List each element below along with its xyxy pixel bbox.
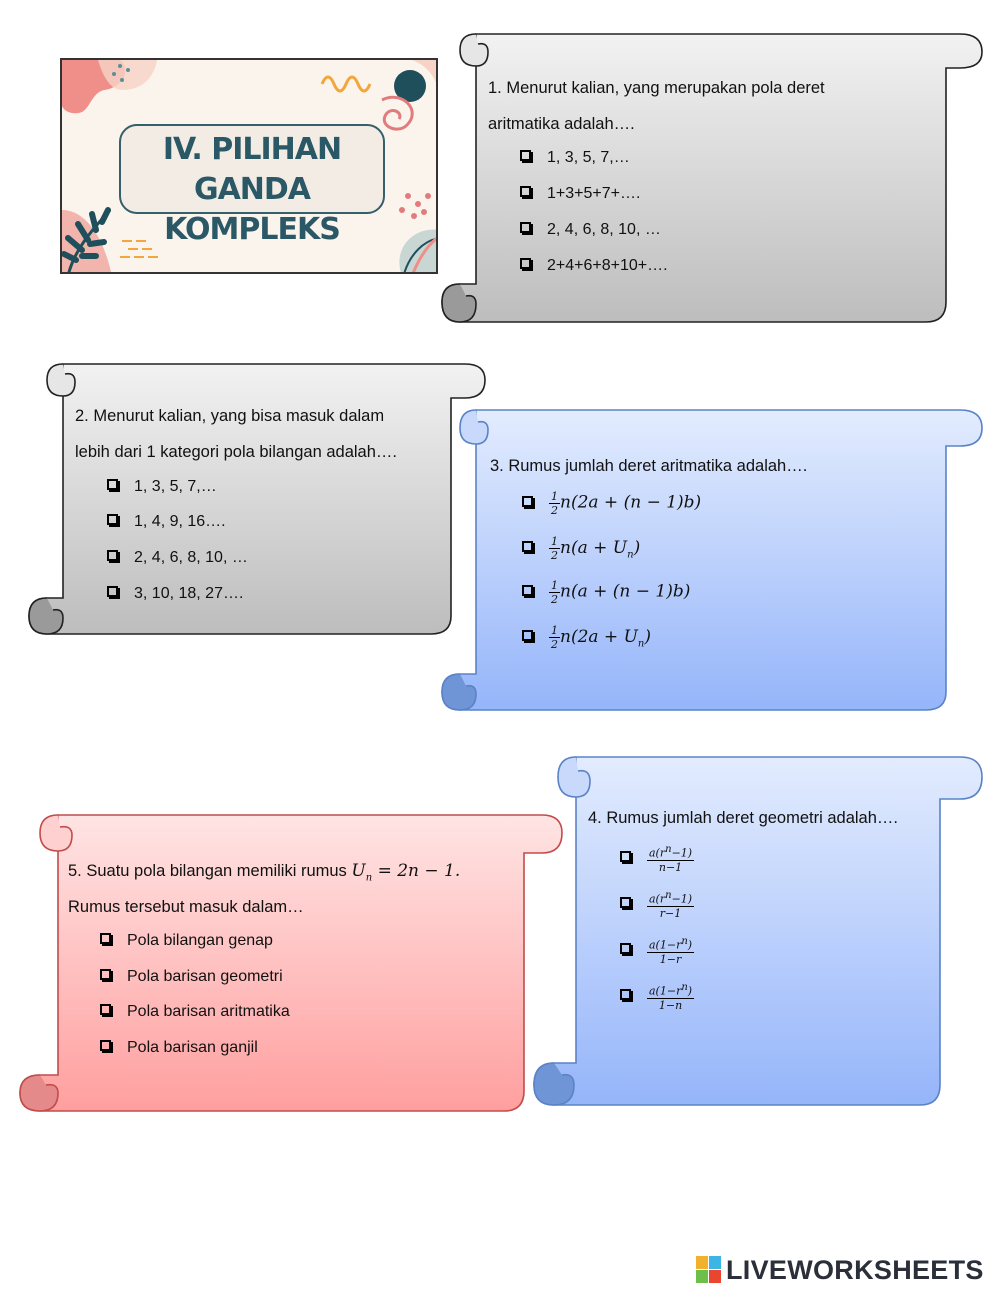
numerator-tail: −1) <box>671 892 693 906</box>
checkbox-icon[interactable] <box>620 943 631 954</box>
question-5-line-1 <box>68 853 518 889</box>
checkbox-icon[interactable] <box>107 586 118 597</box>
question-1-option-1[interactable] <box>520 149 630 167</box>
question-4-option-1[interactable] <box>620 843 694 874</box>
checkbox-icon[interactable] <box>520 258 531 269</box>
question-5-line-2: Rumus tersebut masuk dalam… <box>68 898 304 916</box>
option-label: 1, 3, 5, 7,… <box>134 478 217 495</box>
fraction-denominator: 2 <box>551 593 558 606</box>
question-4-option-4[interactable] <box>620 981 694 1012</box>
question-4-option-3[interactable] <box>620 935 694 966</box>
numerator: a(r <box>649 846 666 860</box>
question-2-option-1[interactable] <box>107 478 217 496</box>
option-label: 3, 10, 18, 27…. <box>134 585 244 602</box>
checkbox-icon[interactable] <box>522 541 533 552</box>
checkbox-icon[interactable] <box>620 989 631 1000</box>
formula-subscript: n <box>637 638 645 650</box>
exponent: n <box>681 936 688 947</box>
fraction-numerator: 1 <box>551 624 558 637</box>
question-2-line-2: lebih dari 1 kategori pola bilangan adalah…. <box>75 443 397 461</box>
question-3-option-3[interactable] <box>522 579 690 606</box>
denominator: n−1 <box>658 860 683 874</box>
question-3-line-1: 3. Rumus jumlah deret aritmatika adalah…. <box>490 457 808 475</box>
option-label: Pola barisan ganjil <box>127 1039 258 1056</box>
numerator: a(1−r <box>649 938 682 952</box>
question-5-option-3[interactable] <box>100 1003 290 1021</box>
question-5-option-1[interactable] <box>100 932 273 950</box>
checkbox-icon[interactable] <box>520 222 531 233</box>
option-label: 1, 4, 9, 16…. <box>134 513 226 530</box>
question-3-option-1[interactable] <box>522 490 701 517</box>
checkbox-icon[interactable] <box>107 514 118 525</box>
checkbox-icon[interactable] <box>520 186 531 197</box>
numerator-tail: −1) <box>671 846 693 860</box>
fraction-denominator: 2 <box>551 638 558 651</box>
title-label <box>119 124 385 247</box>
question-2-option-3[interactable] <box>107 549 248 567</box>
checkbox-icon[interactable] <box>107 479 118 490</box>
question-4-line-1: 4. Rumus jumlah deret geometri adalah…. <box>588 809 898 827</box>
exponent: n <box>665 890 672 901</box>
question-4-option-2[interactable] <box>620 889 694 920</box>
checkbox-icon[interactable] <box>620 851 631 862</box>
formula-tail: = 2n − 1. <box>372 861 461 881</box>
title-line-2: KOMPLEKS <box>164 212 340 247</box>
question-2-option-4[interactable] <box>107 585 243 603</box>
question-1-line-2: aritmatika adalah…. <box>488 115 635 133</box>
question-4-scroll <box>532 755 985 1108</box>
question-1-option-3[interactable] <box>520 221 661 239</box>
exponent: n <box>681 982 688 993</box>
question-2-option-2[interactable] <box>107 513 226 531</box>
option-label: 2, 4, 6, 8, 10, … <box>134 549 248 566</box>
numerator-tail: ) <box>687 984 693 998</box>
option-label: Pola barisan geometri <box>127 968 283 985</box>
checkbox-icon[interactable] <box>100 1040 111 1051</box>
checkbox-icon[interactable] <box>100 1004 111 1015</box>
fraction-numerator: 1 <box>551 579 558 592</box>
question-1-option-4[interactable] <box>520 257 668 275</box>
question-3-option-2[interactable] <box>522 535 640 562</box>
numerator: a(r <box>649 892 666 906</box>
formula: n(a + (n − 1)b) <box>560 581 691 602</box>
numerator-tail: ) <box>687 938 693 952</box>
formula: U <box>351 861 366 881</box>
formula: n(2a + U <box>560 626 638 647</box>
checkbox-icon[interactable] <box>522 496 533 507</box>
option-label: 1, 3, 5, 7,… <box>547 149 630 166</box>
formula: n(a + U <box>560 537 628 558</box>
question-5-text: 5. Suatu pola bilangan memiliki rumus <box>68 862 352 880</box>
option-label: 2+4+6+8+10+…. <box>547 257 668 274</box>
question-5-option-4[interactable] <box>100 1039 258 1057</box>
option-label: 2, 4, 6, 8, 10, … <box>547 221 661 238</box>
logo-icon <box>696 1256 722 1284</box>
formula-subscript: n <box>365 872 373 884</box>
question-2-line-1: 2. Menurut kalian, yang bisa masuk dalam <box>75 407 385 425</box>
checkbox-icon[interactable] <box>100 933 111 944</box>
checkbox-icon[interactable] <box>522 630 533 641</box>
checkbox-icon[interactable] <box>100 969 111 980</box>
question-3-option-4[interactable] <box>522 624 651 651</box>
question-3-scroll <box>440 408 985 714</box>
checkbox-icon[interactable] <box>520 150 531 161</box>
formula-subscript: n <box>627 549 634 561</box>
checkbox-icon[interactable] <box>522 585 533 596</box>
denominator: 1−n <box>658 998 683 1012</box>
formula-tail: ) <box>633 537 641 558</box>
fraction-denominator: 2 <box>551 504 558 517</box>
exponent: n <box>665 844 672 855</box>
denominator: 1−r <box>659 952 682 966</box>
question-1-option-2[interactable] <box>520 185 640 203</box>
question-2-scroll <box>27 362 489 638</box>
fraction-denominator: 2 <box>551 549 558 562</box>
question-1-scroll <box>440 32 985 324</box>
numerator: a(1−r <box>649 984 682 998</box>
denominator: r−1 <box>659 906 682 920</box>
title-card <box>60 58 438 274</box>
question-1-line-1: 1. Menurut kalian, yang merupakan pola deret <box>488 79 825 97</box>
fraction-numerator: 1 <box>551 535 558 548</box>
question-5-scroll <box>18 813 566 1115</box>
title-line-1: IV. PILIHAN GANDA <box>162 132 342 207</box>
checkbox-icon[interactable] <box>107 550 118 561</box>
checkbox-icon[interactable] <box>620 897 631 908</box>
question-5-option-2[interactable] <box>100 968 283 986</box>
formula-tail: ) <box>644 626 652 647</box>
formula: n(2a + (n − 1)b) <box>560 492 702 513</box>
option-label: Pola barisan aritmatika <box>127 1003 290 1020</box>
option-label: 1+3+5+7+…. <box>547 185 641 202</box>
logo-text: LIVEWORKSHEETS <box>726 1255 984 1285</box>
option-label: Pola bilangan genap <box>127 932 273 949</box>
fraction-numerator: 1 <box>551 490 558 503</box>
